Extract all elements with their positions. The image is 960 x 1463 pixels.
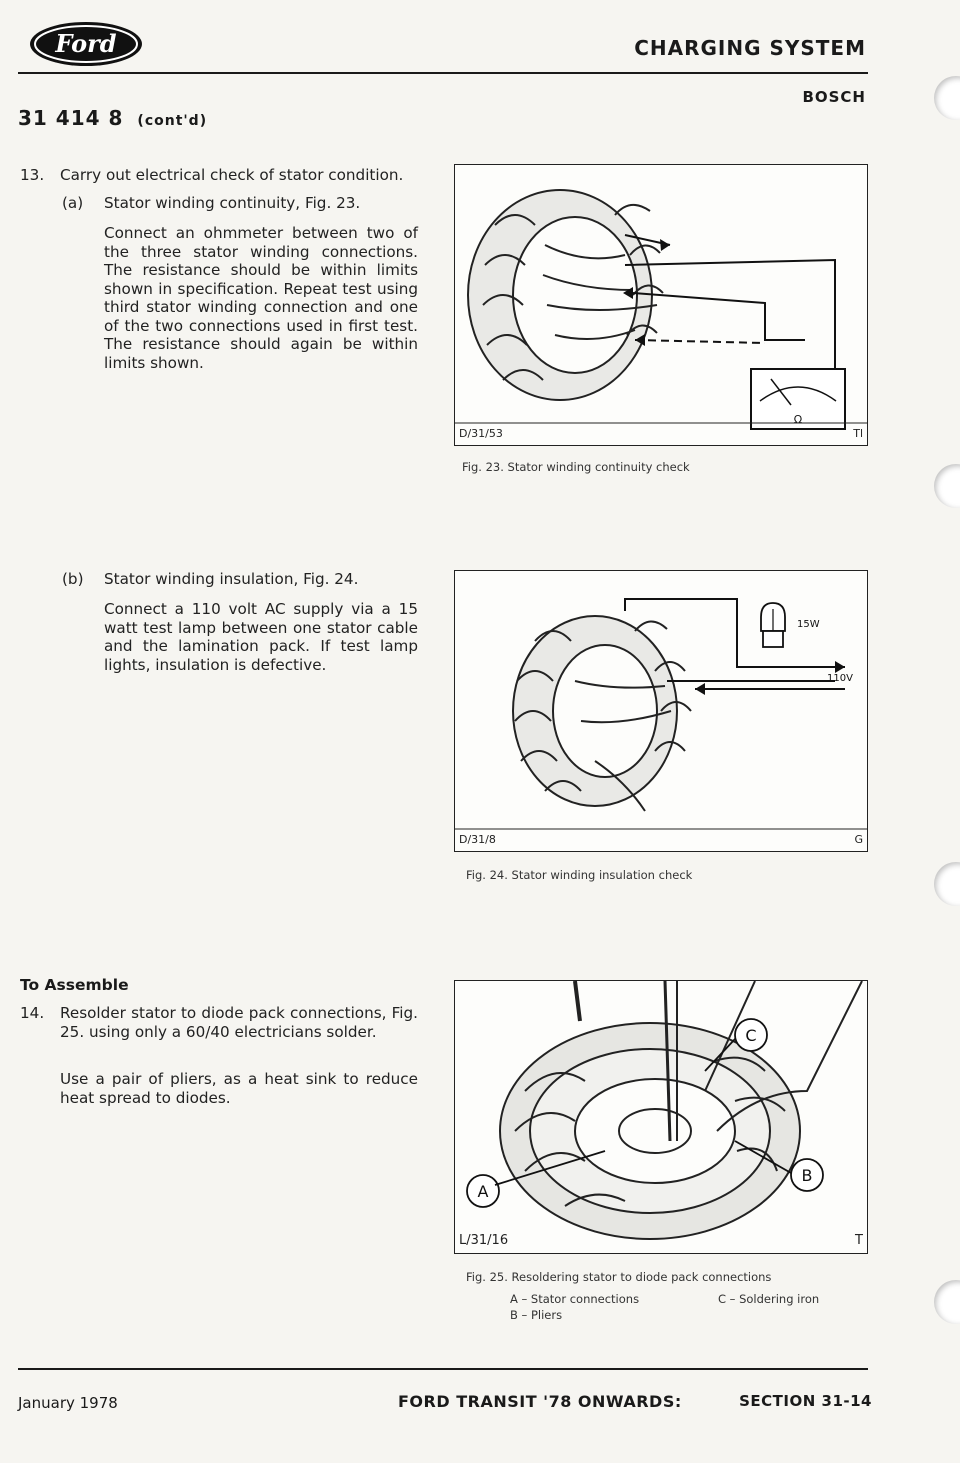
figure-25 (454, 980, 868, 1254)
supply-voltage-label: 110V (827, 673, 853, 684)
binder-hole (934, 862, 960, 906)
step-14-number: 14. (20, 1004, 45, 1022)
figure-25-mark: T (855, 1233, 863, 1248)
resoldering-illustration (455, 981, 867, 1253)
figure-24 (454, 570, 868, 852)
step-13a-body: Connect an ohmmeter between two of the three stator winding connections. The resistance should be within limits shown in specification. Repeat test using third stator winding connection and one of the two connections used in first test. The resistance should again be within limits shown. (104, 224, 418, 372)
binder-hole (934, 1280, 960, 1324)
footer-date: January 1978 (18, 1394, 118, 1412)
footer-section: SECTION 31-14 (739, 1392, 872, 1410)
operation-number (18, 106, 207, 130)
logo-text: Ford (55, 29, 117, 58)
figure-25-code: L/31/16 (459, 1233, 509, 1248)
figure-25-legend-a: A – Stator connections (510, 1292, 640, 1306)
footer-publication: FORD TRANSIT '78 ONWARDS: (398, 1392, 682, 1411)
binder-hole (934, 464, 960, 508)
label-c: C (745, 1026, 757, 1045)
step-13b-body: Connect a 110 volt AC supply via a 15 watt test lamp between one stator cable and the lamination pack. If test lamp lights, insulation is defective. (104, 600, 418, 674)
stator-continuity-illustration (455, 165, 867, 445)
operation-number-value: 31 414 8 (18, 106, 124, 130)
footer-divider (18, 1368, 868, 1370)
step-13b-letter: (b) (62, 570, 84, 588)
label-a: A (477, 1182, 489, 1201)
figure-25-legend-b: B – Pliers (510, 1308, 563, 1322)
figure-24-code: D/31/8 (459, 833, 496, 846)
figure-23 (454, 164, 868, 446)
figure-25-legend-c: C – Soldering iron (718, 1292, 820, 1306)
figure-23-caption: Fig. 23. Stator winding continuity check (462, 460, 690, 474)
section-heading-assemble: To Assemble (20, 976, 129, 994)
page-title: CHARGING SYSTEM (634, 36, 866, 60)
step-13-text: Carry out electrical check of stator condition. (60, 166, 404, 184)
manufacturer-label: BOSCH (802, 88, 866, 106)
header-divider (18, 72, 868, 74)
step-13b-heading: Stator winding insulation, Fig. 24. (104, 570, 359, 588)
step-13a-heading: Stator winding continuity, Fig. 23. (104, 194, 361, 212)
figure-23-mark: Tl (853, 427, 863, 440)
step-14-text: Resolder stator to diode pack connections, Fig. 25. using only a 60/40 electricians solder. (60, 1004, 418, 1041)
label-b: B (801, 1166, 813, 1185)
figure-24-mark: G (854, 833, 863, 846)
step-13-number: 13. (20, 166, 45, 184)
operation-continued: (cont'd) (137, 113, 208, 129)
figure-25-caption: Fig. 25. Resoldering stator to diode pack connections (466, 1270, 772, 1284)
step-13a-letter: (a) (62, 194, 84, 212)
binder-hole (934, 76, 960, 120)
ohm-symbol: Ω (793, 413, 803, 426)
stator-insulation-illustration (455, 571, 867, 851)
figure-24-caption: Fig. 24. Stator winding insulation check (466, 868, 693, 882)
step-14-text-2: Use a pair of pliers, as a heat sink to reduce heat spread to diodes. (60, 1070, 418, 1107)
test-lamp-icon (761, 603, 785, 647)
figure-23-code: D/31/53 (459, 427, 503, 440)
ford-logo (28, 20, 144, 68)
lamp-wattage-label: 15W (797, 619, 820, 630)
